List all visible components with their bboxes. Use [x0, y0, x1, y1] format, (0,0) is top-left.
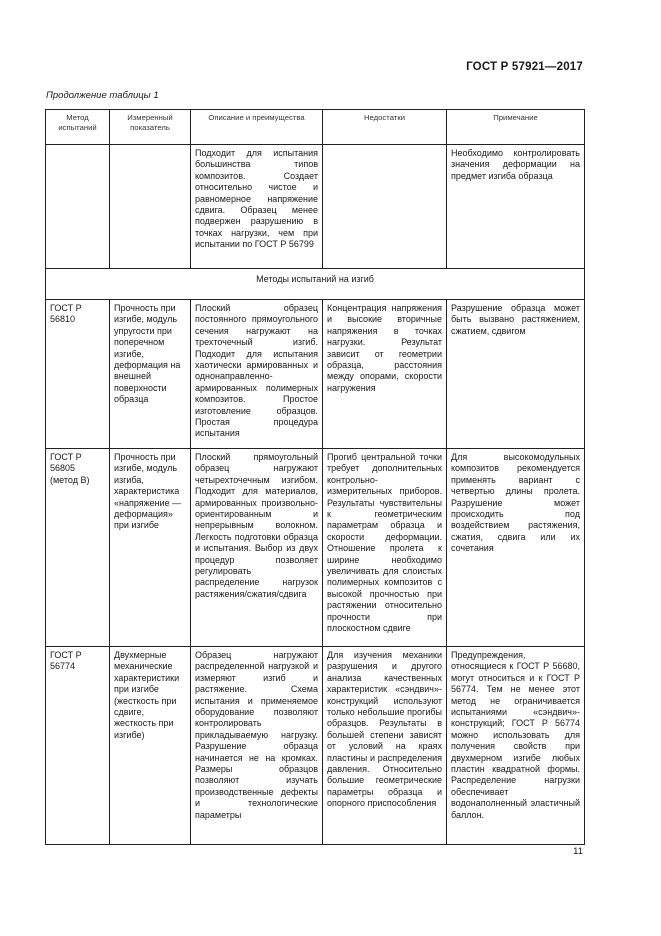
section-row: [46, 269, 585, 300]
cell-method: [46, 145, 110, 269]
table-header-row: [46, 110, 585, 145]
cell-description: Образец нагружают распределенной нагрузкой и измеряют изгиб и растяжение. Схема испытания и применяемое оборудование позволяют контролировать прикладываемую нагрузку. Разрушение образца начинается не на кромках. Размеры образцов позволяют изучать производственные дефекты и технологические параметры: [191, 647, 323, 845]
cell-disadvantages: Прогиб центральной точки требует дополнительных контрольно-измерительных приборов. Результаты чувствительны к геометрическим параметрам образца и скорости деформации. Отношение пролета к ширине необходимо увеличивать для слоистых полимерных композитов с высокой прочностью при растяжении относительно прочности при плоскостном сдвиге: [323, 449, 447, 647]
column-header-disadvantages: Недостатки: [323, 110, 447, 145]
cell-measured: Прочность при изгибе, модуль изгиба, характеристика «напряжение — деформация» при изгибе: [110, 449, 191, 647]
cell-measured: Прочность при изгибе, модуль упругости при поперечном изгибе, деформация на внешней поверхности образца: [110, 300, 191, 449]
cell-measured: Двухмерные механические характеристики при изгибе (жесткость при сдвиге, жесткость при изгибе): [110, 647, 191, 845]
cell-note: Разрушение образца может быть вызвано растяжением, сжатием, сдвигом: [447, 300, 585, 449]
cell-description: Плоский прямоугольный образец нагружают четырехточечным изгибом. Подходит для материалов, армированных произвольно-ориентированным и непрерывным волокном. Легкость подготовки образца и испытания. Выбор из двух процедур позволяет регулировать распределение нагрузок растяжения/сжатия/сдвига: [191, 449, 323, 647]
table-row: [46, 647, 585, 845]
column-header-description: Описание и преимущества: [191, 110, 323, 145]
cell-disadvantages: Концентрация напряжения и высокие вторичные напряжения в точках нагрузки. Результат зависит от геометрии образца, расстояния между опорами, скорости нагружения: [323, 300, 447, 449]
methods-table: [45, 109, 585, 845]
column-header-measured: Измеренный показатель: [110, 110, 191, 145]
table-continuation-caption: Продолжение таблицы 1: [46, 90, 159, 101]
column-header-method: Метод испытаний: [46, 110, 110, 145]
cell-note: Предупреждения, относящиеся к ГОСТ Р 56680, могут относиться и к ГОСТ Р 56774. Тем не менее этот метод не ограничивается испытаниями «сэндвич»-конструкций; ГОСТ Р 56774 можно использовать для получения свойств при двухмерном изгибе любых пластин квадратной формы. Распределение нагрузки обеспечивает водонаполненный эластичный баллон.: [447, 647, 585, 845]
standard-code: ГОСТ Р 57921—2017: [466, 61, 583, 73]
cell-disadvantages: Для изучения механики разрушения и другого анализа качественных характеристик «сэндвич»-конструкций используют только небольшие прогибы образцов. Результаты в большей степени зависят от условий на краях пластины и распределения давления. Относительно большие геометрические параметры образца и опорного приспособления: [323, 647, 447, 845]
table-row: [46, 145, 585, 269]
cell-note: Необходимо контролировать значения деформации на предмет изгиба образца: [447, 145, 585, 269]
table-row: [46, 300, 585, 449]
table-row: [46, 449, 585, 647]
cell-method: ГОСТ Р 56805 (метод В): [46, 449, 110, 647]
cell-method: ГОСТ Р 56810: [46, 300, 110, 449]
page-number: 11: [573, 846, 583, 857]
cell-disadvantages: [323, 145, 447, 269]
cell-description: Подходит для испытания большинства типов композитов. Создает относительно чистое и равномерное напряжение сдвига. Образец менее подвержен разрушению в точках нагрузки, чем при испытании по ГОСТ Р 56799: [191, 145, 323, 269]
cell-description: Плоский образец постоянного прямоугольного сечения нагружают на трехточечный изгиб. Подходит для испытания хаотически армированных и однонаправленно-армированных полимерных композитов. Простое изготовление образцов. Простая процедура испытания: [191, 300, 323, 449]
column-header-note: Примечание: [447, 110, 585, 145]
cell-measured: [110, 145, 191, 269]
section-title: Методы испытаний на изгиб: [46, 269, 585, 300]
cell-note: Для высокомодульных композитов рекомендуется применять вариант с четвертью длины пролета. Разрушение может происходить под воздействием растяжения, сжатия, сдвига или их сочетания: [447, 449, 585, 647]
cell-method: ГОСТ Р 56774: [46, 647, 110, 845]
